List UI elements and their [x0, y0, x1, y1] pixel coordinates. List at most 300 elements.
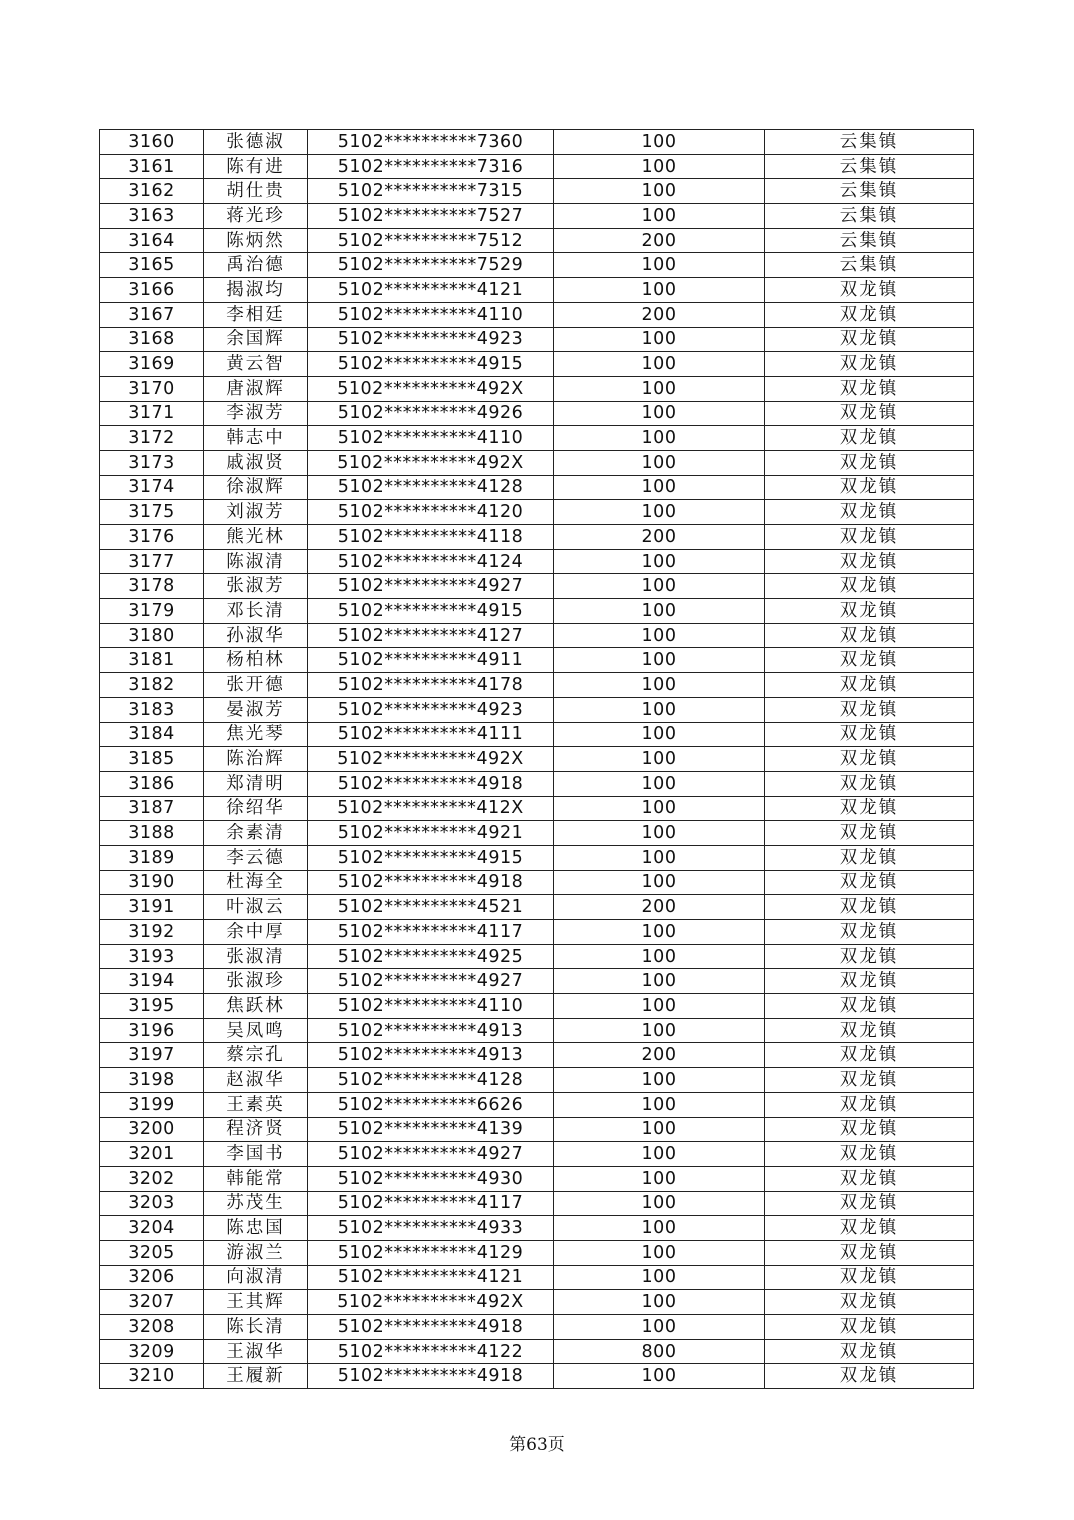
row-number-cell: 3205 [100, 1240, 204, 1265]
id-number-cell: 5102**********4128 [308, 475, 554, 500]
name-cell: 张开德 [204, 673, 308, 698]
name-cell: 徐淑辉 [204, 475, 308, 500]
town-cell: 双龙镇 [765, 821, 974, 846]
table-row [100, 401, 974, 426]
town-cell: 双龙镇 [765, 1018, 974, 1043]
town-cell: 双龙镇 [765, 549, 974, 574]
table-row [100, 673, 974, 698]
town-cell: 双龙镇 [765, 1315, 974, 1340]
town-cell: 双龙镇 [765, 1142, 974, 1167]
id-number-cell: 5102**********4930 [308, 1166, 554, 1191]
row-number-cell: 3185 [100, 747, 204, 772]
row-number-cell: 3206 [100, 1265, 204, 1290]
table-row [100, 1339, 974, 1364]
amount-cell: 100 [554, 278, 765, 303]
name-cell: 揭淑均 [204, 278, 308, 303]
town-cell: 双龙镇 [765, 648, 974, 673]
id-number-cell: 5102**********492X [308, 450, 554, 475]
name-cell: 王履新 [204, 1364, 308, 1389]
table-row [100, 179, 974, 204]
amount-cell: 200 [554, 895, 765, 920]
table-row [100, 870, 974, 895]
row-number-cell: 3173 [100, 450, 204, 475]
row-number-cell: 3184 [100, 722, 204, 747]
table-row [100, 697, 974, 722]
table-row [100, 549, 974, 574]
id-number-cell: 5102**********4121 [308, 1265, 554, 1290]
name-cell: 吴凤鸣 [204, 1018, 308, 1043]
name-cell: 李相廷 [204, 302, 308, 327]
name-cell: 陈忠国 [204, 1216, 308, 1241]
name-cell: 张淑芳 [204, 574, 308, 599]
row-number-cell: 3208 [100, 1315, 204, 1340]
town-cell: 双龙镇 [765, 969, 974, 994]
row-number-cell: 3183 [100, 697, 204, 722]
amount-cell: 100 [554, 623, 765, 648]
name-cell: 蔡宗孔 [204, 1043, 308, 1068]
name-cell: 孙淑华 [204, 623, 308, 648]
row-number-cell: 3174 [100, 475, 204, 500]
amount-cell: 100 [554, 722, 765, 747]
id-number-cell: 5102**********4122 [308, 1339, 554, 1364]
row-number-cell: 3203 [100, 1191, 204, 1216]
row-number-cell: 3188 [100, 821, 204, 846]
id-number-cell: 5102**********4117 [308, 1191, 554, 1216]
row-number-cell: 3182 [100, 673, 204, 698]
row-number-cell: 3192 [100, 920, 204, 945]
town-cell: 双龙镇 [765, 327, 974, 352]
name-cell: 郑清明 [204, 771, 308, 796]
name-cell: 苏茂生 [204, 1191, 308, 1216]
name-cell: 黄云智 [204, 352, 308, 377]
town-cell: 双龙镇 [765, 500, 974, 525]
table-row [100, 845, 974, 870]
row-number-cell: 3190 [100, 870, 204, 895]
amount-cell: 100 [554, 845, 765, 870]
town-cell: 双龙镇 [765, 944, 974, 969]
amount-cell: 100 [554, 1290, 765, 1315]
table-row [100, 722, 974, 747]
id-number-cell: 5102**********4915 [308, 599, 554, 624]
row-number-cell: 3200 [100, 1117, 204, 1142]
town-cell: 双龙镇 [765, 1216, 974, 1241]
amount-cell: 100 [554, 1117, 765, 1142]
table-row [100, 1166, 974, 1191]
table-row [100, 1265, 974, 1290]
town-cell: 双龙镇 [765, 697, 974, 722]
amount-cell: 100 [554, 179, 765, 204]
table-row [100, 1191, 974, 1216]
id-number-cell: 5102**********4139 [308, 1117, 554, 1142]
row-number-cell: 3196 [100, 1018, 204, 1043]
name-cell: 王淑华 [204, 1339, 308, 1364]
table-row [100, 1043, 974, 1068]
id-number-cell: 5102**********412X [308, 796, 554, 821]
name-cell: 程济贤 [204, 1117, 308, 1142]
table-row [100, 969, 974, 994]
table-row [100, 1290, 974, 1315]
name-cell: 陈炳然 [204, 228, 308, 253]
town-cell: 双龙镇 [765, 1265, 974, 1290]
town-cell: 双龙镇 [765, 599, 974, 624]
row-number-cell: 3164 [100, 228, 204, 253]
id-number-cell: 5102**********4915 [308, 845, 554, 870]
table-row [100, 747, 974, 772]
row-number-cell: 3175 [100, 500, 204, 525]
amount-cell: 100 [554, 747, 765, 772]
town-cell: 双龙镇 [765, 895, 974, 920]
name-cell: 刘淑芳 [204, 500, 308, 525]
town-cell: 双龙镇 [765, 1092, 974, 1117]
town-cell: 双龙镇 [765, 574, 974, 599]
row-number-cell: 3177 [100, 549, 204, 574]
town-cell: 双龙镇 [765, 1191, 974, 1216]
name-cell: 游淑兰 [204, 1240, 308, 1265]
id-number-cell: 5102**********4120 [308, 500, 554, 525]
id-number-cell: 5102**********7512 [308, 228, 554, 253]
table-row [100, 525, 974, 550]
name-cell: 王其辉 [204, 1290, 308, 1315]
town-cell: 双龙镇 [765, 845, 974, 870]
town-cell: 双龙镇 [765, 525, 974, 550]
id-number-cell: 5102**********4128 [308, 1068, 554, 1093]
row-number-cell: 3168 [100, 327, 204, 352]
table-row [100, 648, 974, 673]
amount-cell: 200 [554, 228, 765, 253]
town-cell: 双龙镇 [765, 1117, 974, 1142]
id-number-cell: 5102**********4129 [308, 1240, 554, 1265]
id-number-cell: 5102**********4927 [308, 574, 554, 599]
name-cell: 陈治辉 [204, 747, 308, 772]
amount-cell: 100 [554, 1364, 765, 1389]
table-row [100, 623, 974, 648]
amount-cell: 100 [554, 154, 765, 179]
row-number-cell: 3202 [100, 1166, 204, 1191]
name-cell: 张淑清 [204, 944, 308, 969]
table-row [100, 994, 974, 1019]
name-cell: 余中厚 [204, 920, 308, 945]
town-cell: 双龙镇 [765, 376, 974, 401]
row-number-cell: 3166 [100, 278, 204, 303]
town-cell: 双龙镇 [765, 426, 974, 451]
town-cell: 双龙镇 [765, 1240, 974, 1265]
amount-cell: 100 [554, 1092, 765, 1117]
name-cell: 蒋光珍 [204, 204, 308, 229]
table-row [100, 796, 974, 821]
id-number-cell: 5102**********4110 [308, 426, 554, 451]
row-number-cell: 3180 [100, 623, 204, 648]
name-cell: 禹治德 [204, 253, 308, 278]
town-cell: 双龙镇 [765, 1339, 974, 1364]
name-cell: 熊光林 [204, 525, 308, 550]
table-row [100, 944, 974, 969]
row-number-cell: 3207 [100, 1290, 204, 1315]
amount-cell: 100 [554, 599, 765, 624]
name-cell: 晏淑芳 [204, 697, 308, 722]
amount-cell: 100 [554, 549, 765, 574]
town-cell: 双龙镇 [765, 771, 974, 796]
row-number-cell: 3201 [100, 1142, 204, 1167]
row-number-cell: 3198 [100, 1068, 204, 1093]
id-number-cell: 5102**********4927 [308, 1142, 554, 1167]
id-number-cell: 5102**********7529 [308, 253, 554, 278]
table-row [100, 1142, 974, 1167]
amount-cell: 100 [554, 327, 765, 352]
amount-cell: 100 [554, 771, 765, 796]
id-number-cell: 5102**********4111 [308, 722, 554, 747]
id-number-cell: 5102**********4923 [308, 327, 554, 352]
row-number-cell: 3197 [100, 1043, 204, 1068]
id-number-cell: 5102**********4521 [308, 895, 554, 920]
table-row [100, 1068, 974, 1093]
data-table [99, 129, 974, 1389]
amount-cell: 100 [554, 1068, 765, 1093]
row-number-cell: 3187 [100, 796, 204, 821]
id-number-cell: 5102**********4911 [308, 648, 554, 673]
name-cell: 陈有进 [204, 154, 308, 179]
id-number-cell: 5102**********4121 [308, 278, 554, 303]
row-number-cell: 3209 [100, 1339, 204, 1364]
id-number-cell: 5102**********4921 [308, 821, 554, 846]
row-number-cell: 3171 [100, 401, 204, 426]
town-cell: 双龙镇 [765, 1068, 974, 1093]
id-number-cell: 5102**********7360 [308, 130, 554, 155]
table-row [100, 253, 974, 278]
town-cell: 双龙镇 [765, 796, 974, 821]
town-cell: 双龙镇 [765, 747, 974, 772]
amount-cell: 200 [554, 525, 765, 550]
id-number-cell: 5102**********4127 [308, 623, 554, 648]
row-number-cell: 3160 [100, 130, 204, 155]
town-cell: 双龙镇 [765, 722, 974, 747]
table-row [100, 1216, 974, 1241]
amount-cell: 100 [554, 1216, 765, 1241]
name-cell: 张淑珍 [204, 969, 308, 994]
town-cell: 双龙镇 [765, 302, 974, 327]
id-number-cell: 5102**********4915 [308, 352, 554, 377]
table-row [100, 1092, 974, 1117]
amount-cell: 100 [554, 450, 765, 475]
page-number: 第63页 [509, 1435, 565, 1455]
town-cell: 云集镇 [765, 204, 974, 229]
amount-cell: 200 [554, 302, 765, 327]
town-cell: 双龙镇 [765, 278, 974, 303]
amount-cell: 100 [554, 994, 765, 1019]
table-row [100, 302, 974, 327]
town-cell: 双龙镇 [765, 1364, 974, 1389]
name-cell: 张德淑 [204, 130, 308, 155]
data-table-container [99, 129, 973, 1389]
row-number-cell: 3163 [100, 204, 204, 229]
amount-cell: 100 [554, 969, 765, 994]
amount-cell: 100 [554, 401, 765, 426]
name-cell: 韩志中 [204, 426, 308, 451]
id-number-cell: 5102**********4913 [308, 1018, 554, 1043]
table-row [100, 450, 974, 475]
id-number-cell: 5102**********4178 [308, 673, 554, 698]
row-number-cell: 3179 [100, 599, 204, 624]
table-row [100, 920, 974, 945]
amount-cell: 100 [554, 500, 765, 525]
amount-cell: 100 [554, 475, 765, 500]
table-row [100, 574, 974, 599]
id-number-cell: 5102**********492X [308, 376, 554, 401]
table-row [100, 130, 974, 155]
table-row [100, 821, 974, 846]
table-row [100, 278, 974, 303]
id-number-cell: 5102**********4927 [308, 969, 554, 994]
id-number-cell: 5102**********4925 [308, 944, 554, 969]
town-cell: 双龙镇 [765, 1290, 974, 1315]
amount-cell: 100 [554, 1240, 765, 1265]
id-number-cell: 5102**********4124 [308, 549, 554, 574]
amount-cell: 100 [554, 944, 765, 969]
amount-cell: 800 [554, 1339, 765, 1364]
amount-cell: 100 [554, 648, 765, 673]
name-cell: 李云德 [204, 845, 308, 870]
town-cell: 双龙镇 [765, 870, 974, 895]
name-cell: 陈淑清 [204, 549, 308, 574]
table-row [100, 771, 974, 796]
id-number-cell: 5102**********7315 [308, 179, 554, 204]
row-number-cell: 3191 [100, 895, 204, 920]
id-number-cell: 5102**********4913 [308, 1043, 554, 1068]
town-cell: 双龙镇 [765, 1043, 974, 1068]
row-number-cell: 3181 [100, 648, 204, 673]
amount-cell: 100 [554, 376, 765, 401]
town-cell: 云集镇 [765, 154, 974, 179]
amount-cell: 100 [554, 204, 765, 229]
town-cell: 双龙镇 [765, 623, 974, 648]
town-cell: 双龙镇 [765, 450, 974, 475]
id-number-cell: 5102**********7316 [308, 154, 554, 179]
id-number-cell: 5102**********4110 [308, 994, 554, 1019]
town-cell: 云集镇 [765, 253, 974, 278]
amount-cell: 100 [554, 920, 765, 945]
table-row [100, 1364, 974, 1389]
amount-cell: 100 [554, 1315, 765, 1340]
id-number-cell: 5102**********4117 [308, 920, 554, 945]
id-number-cell: 5102**********4923 [308, 697, 554, 722]
amount-cell: 100 [554, 574, 765, 599]
town-cell: 云集镇 [765, 130, 974, 155]
row-number-cell: 3167 [100, 302, 204, 327]
table-body [100, 130, 974, 1389]
name-cell: 王素英 [204, 1092, 308, 1117]
table-row [100, 1240, 974, 1265]
id-number-cell: 5102**********4933 [308, 1216, 554, 1241]
row-number-cell: 3194 [100, 969, 204, 994]
id-number-cell: 5102**********4918 [308, 1364, 554, 1389]
id-number-cell: 5102**********4918 [308, 771, 554, 796]
name-cell: 李淑芳 [204, 401, 308, 426]
row-number-cell: 3210 [100, 1364, 204, 1389]
table-row [100, 475, 974, 500]
table-row [100, 376, 974, 401]
row-number-cell: 3186 [100, 771, 204, 796]
table-row [100, 1018, 974, 1043]
town-cell: 双龙镇 [765, 920, 974, 945]
name-cell: 杨柏林 [204, 648, 308, 673]
row-number-cell: 3170 [100, 376, 204, 401]
name-cell: 余国辉 [204, 327, 308, 352]
name-cell: 向淑清 [204, 1265, 308, 1290]
table-row [100, 327, 974, 352]
table-row [100, 599, 974, 624]
town-cell: 双龙镇 [765, 1166, 974, 1191]
row-number-cell: 3169 [100, 352, 204, 377]
town-cell: 双龙镇 [765, 352, 974, 377]
town-cell: 云集镇 [765, 179, 974, 204]
name-cell: 李国书 [204, 1142, 308, 1167]
town-cell: 云集镇 [765, 228, 974, 253]
row-number-cell: 3178 [100, 574, 204, 599]
id-number-cell: 5102**********4918 [308, 870, 554, 895]
row-number-cell: 3165 [100, 253, 204, 278]
table-row [100, 1117, 974, 1142]
amount-cell: 100 [554, 253, 765, 278]
table-row [100, 204, 974, 229]
id-number-cell: 5102**********492X [308, 747, 554, 772]
name-cell: 邓长清 [204, 599, 308, 624]
table-row [100, 500, 974, 525]
row-number-cell: 3204 [100, 1216, 204, 1241]
row-number-cell: 3189 [100, 845, 204, 870]
row-number-cell: 3161 [100, 154, 204, 179]
table-row [100, 352, 974, 377]
name-cell: 戚淑贤 [204, 450, 308, 475]
name-cell: 杜海全 [204, 870, 308, 895]
id-number-cell: 5102**********4918 [308, 1315, 554, 1340]
amount-cell: 100 [554, 130, 765, 155]
name-cell: 陈长清 [204, 1315, 308, 1340]
id-number-cell: 5102**********4110 [308, 302, 554, 327]
row-number-cell: 3172 [100, 426, 204, 451]
id-number-cell: 5102**********4118 [308, 525, 554, 550]
town-cell: 双龙镇 [765, 994, 974, 1019]
amount-cell: 100 [554, 796, 765, 821]
id-number-cell: 5102**********6626 [308, 1092, 554, 1117]
name-cell: 叶淑云 [204, 895, 308, 920]
amount-cell: 100 [554, 352, 765, 377]
name-cell: 唐淑辉 [204, 376, 308, 401]
amount-cell: 100 [554, 697, 765, 722]
table-row [100, 895, 974, 920]
town-cell: 双龙镇 [765, 475, 974, 500]
amount-cell: 100 [554, 1265, 765, 1290]
town-cell: 双龙镇 [765, 673, 974, 698]
name-cell: 徐绍华 [204, 796, 308, 821]
row-number-cell: 3199 [100, 1092, 204, 1117]
amount-cell: 100 [554, 1166, 765, 1191]
row-number-cell: 3193 [100, 944, 204, 969]
table-row [100, 426, 974, 451]
amount-cell: 100 [554, 1142, 765, 1167]
table-row [100, 228, 974, 253]
row-number-cell: 3162 [100, 179, 204, 204]
amount-cell: 200 [554, 1043, 765, 1068]
amount-cell: 100 [554, 1018, 765, 1043]
amount-cell: 100 [554, 426, 765, 451]
amount-cell: 100 [554, 1191, 765, 1216]
id-number-cell: 5102**********7527 [308, 204, 554, 229]
name-cell: 韩能常 [204, 1166, 308, 1191]
name-cell: 胡仕贵 [204, 179, 308, 204]
id-number-cell: 5102**********492X [308, 1290, 554, 1315]
table-row [100, 1315, 974, 1340]
name-cell: 焦跃林 [204, 994, 308, 1019]
name-cell: 余素清 [204, 821, 308, 846]
